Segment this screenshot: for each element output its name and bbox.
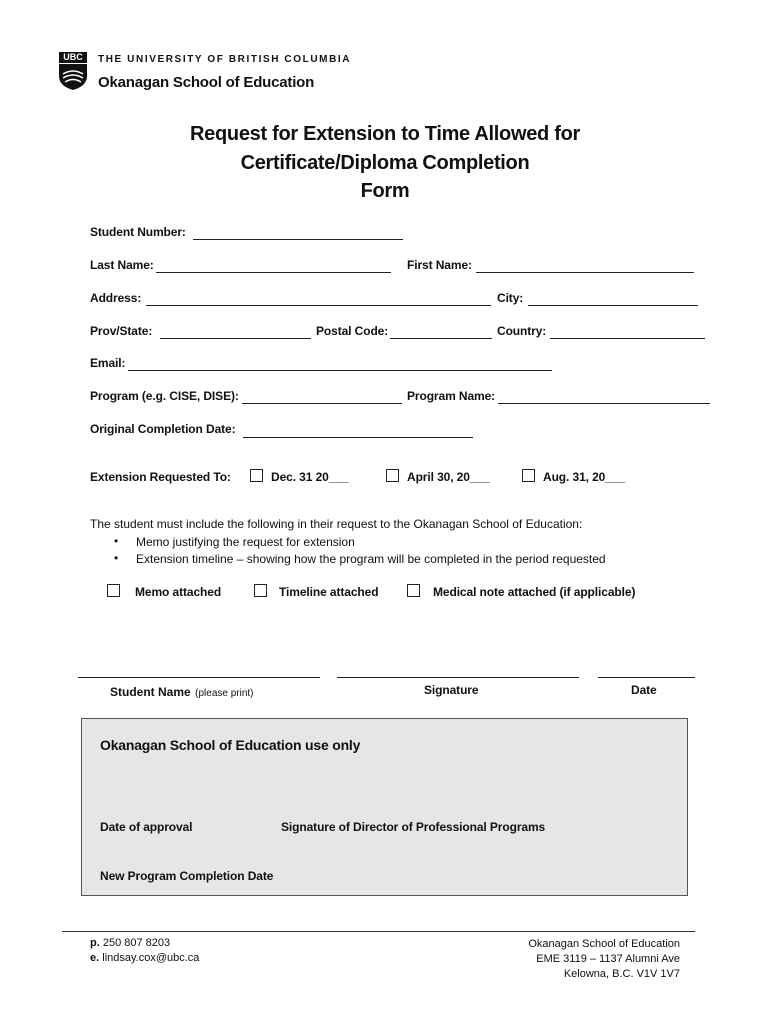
april30-option-label: April 30, 20___ <box>407 470 490 484</box>
instructions-intro: The student must include the following in their request to the Okanagan School of Education: <box>90 517 583 531</box>
email-prefix: e. <box>90 952 100 964</box>
ubc-crest-logo <box>59 52 87 90</box>
timeline-attached-checkbox[interactable] <box>254 584 267 597</box>
bullet-dot-icon: • <box>114 534 119 548</box>
city-label: City: <box>497 291 524 305</box>
memo-attached-checkbox[interactable] <box>107 584 120 597</box>
original-completion-field[interactable] <box>243 437 473 438</box>
country-label: Country: <box>497 324 547 338</box>
extension-requested-label: Extension Requested To: <box>90 470 231 484</box>
footer-email <box>90 952 199 964</box>
medical-note-checkbox[interactable] <box>407 584 420 597</box>
crest-text: UBC <box>63 52 83 62</box>
university-name: THE UNIVERSITY OF BRITISH COLUMBIA <box>98 54 352 65</box>
memo-attached-label: Memo attached <box>135 585 222 599</box>
first-name-field[interactable] <box>476 272 694 273</box>
date-label: Date <box>631 683 657 697</box>
director-signature-label: Signature of Director of Professional Programs <box>281 820 546 834</box>
last-name-label: Last Name: <box>90 258 154 272</box>
student-name-field[interactable] <box>78 677 320 678</box>
timeline-attached-label: Timeline attached <box>279 585 379 599</box>
medical-note-label: Medical note attached (if applicable) <box>433 585 636 599</box>
date-of-approval-label: Date of approval <box>100 820 193 834</box>
signature-field[interactable] <box>337 677 579 678</box>
student-name-caption <box>110 683 254 701</box>
please-print-note: (please print) <box>195 688 254 699</box>
program-name-field[interactable] <box>498 403 710 404</box>
program-name-label: Program Name: <box>407 389 496 403</box>
instruction-bullet: Extension timeline – showing how the program will be completed in the period requested <box>136 552 606 566</box>
original-completion-label: Original Completion Date: <box>90 422 236 436</box>
address-line-2: EME 3119 – 1137 Alumni Ave <box>536 953 680 965</box>
bullet-dot-icon: • <box>114 551 119 565</box>
address-label: Address: <box>90 291 142 305</box>
postal-code-field[interactable] <box>390 338 492 339</box>
april30-checkbox[interactable] <box>386 469 399 482</box>
form-title-line3: Form <box>360 180 410 202</box>
aug31-checkbox[interactable] <box>522 469 535 482</box>
dec31-checkbox[interactable] <box>250 469 263 482</box>
address-line-3: Kelowna, B.C. V1V 1V7 <box>563 968 680 980</box>
prov-state-label: Prov/State: <box>90 324 153 338</box>
aug31-option-label: Aug. 31, 20___ <box>543 470 625 484</box>
office-use-title: Okanagan School of Education use only <box>100 737 361 753</box>
student-number-label: Student Number: <box>90 225 186 239</box>
form-title-line2: Certificate/Diploma Completion <box>240 152 530 174</box>
last-name-field[interactable] <box>156 272 391 273</box>
postal-code-label: Postal Code: <box>316 324 389 338</box>
date-field[interactable] <box>598 677 695 678</box>
form-title-line1: Request for Extension to Time Allowed for <box>190 123 580 145</box>
address-line-1: Okanagan School of Education <box>528 938 680 950</box>
country-field[interactable] <box>550 338 705 339</box>
signature-label: Signature <box>424 683 479 697</box>
instruction-bullet: Memo justifying the request for extension <box>136 535 355 549</box>
address-field[interactable] <box>146 305 491 306</box>
email-address: lindsay.cox@ubc.ca <box>102 952 200 964</box>
phone-number: 250 807 8203 <box>102 937 171 949</box>
phone-prefix: p. <box>90 937 100 949</box>
new-completion-date-label: New Program Completion Date <box>100 869 274 883</box>
email-field[interactable] <box>128 370 552 371</box>
program-field[interactable] <box>242 403 402 404</box>
email-label: Email: <box>90 356 126 370</box>
student-number-field[interactable] <box>193 239 403 240</box>
prov-state-field[interactable] <box>160 338 311 339</box>
program-label: Program (e.g. CISE, DISE): <box>90 389 239 403</box>
student-name-label: Student Name <box>110 685 191 699</box>
city-field[interactable] <box>528 305 698 306</box>
footer-divider <box>62 931 695 932</box>
footer-address <box>528 937 680 982</box>
dec31-option-label: Dec. 31 20___ <box>271 470 349 484</box>
footer-phone <box>90 937 170 949</box>
school-name: Okanagan School of Education <box>98 74 315 91</box>
first-name-label: First Name: <box>407 258 472 272</box>
